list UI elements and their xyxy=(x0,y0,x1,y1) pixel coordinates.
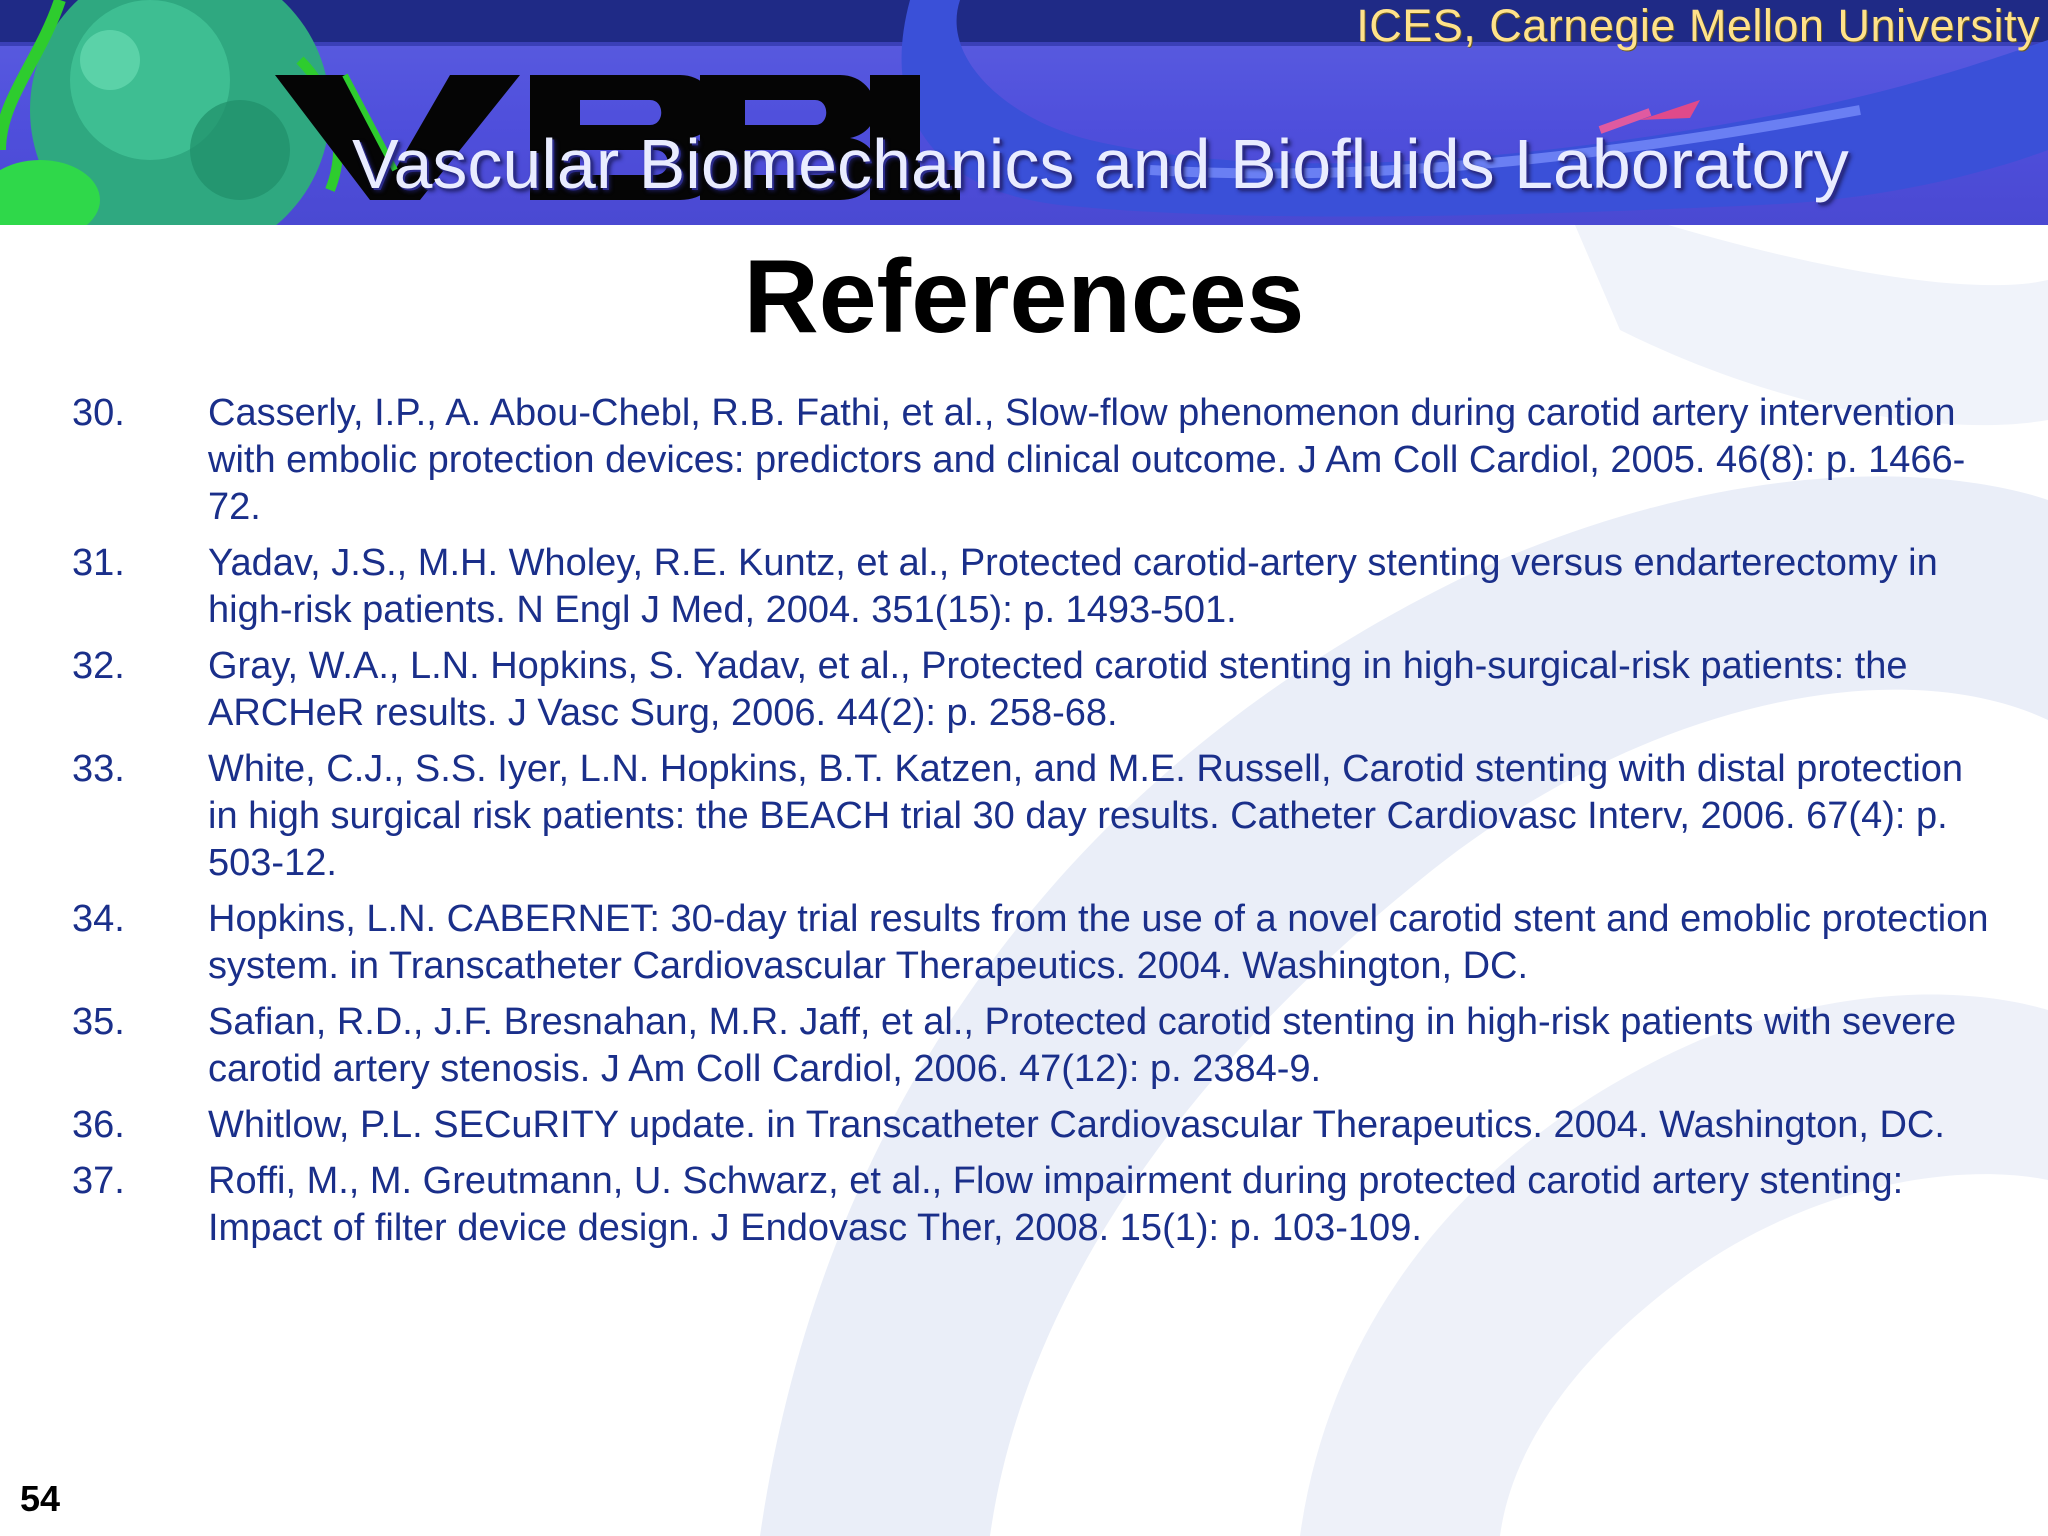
reference-number: 34. xyxy=(72,898,125,940)
reference-text: Whitlow, P.L. SECuRITY update. in Transcatheter Cardiovascular Therapeutics. 2004. Washington, DC. xyxy=(208,1104,1945,1146)
reference-item xyxy=(72,896,1992,990)
reference-list xyxy=(72,390,1992,1261)
reference-number: 30. xyxy=(72,392,125,434)
reference-number: 33. xyxy=(72,748,125,790)
reference-item xyxy=(72,746,1992,887)
reference-item xyxy=(72,390,1992,531)
reference-text: Casserly, I.P., A. Abou-Chebl, R.B. Fathi, et al., Slow-flow phenomenon during carotid artery intervention with embolic protection devices: predictors and clinical outcome. J Am Coll Cardiol, 2005. 46(8): p. 1466-72. xyxy=(208,392,1966,528)
reference-number: 32. xyxy=(72,645,125,687)
reference-number: 37. xyxy=(72,1160,125,1202)
reference-item xyxy=(72,1158,1992,1252)
reference-item xyxy=(72,1102,1992,1149)
reference-item xyxy=(72,643,1992,737)
lab-name: Vascular Biomechanics and Biofluids Laboratory xyxy=(352,125,1849,203)
reference-item xyxy=(72,999,1992,1093)
slide-title: References xyxy=(743,239,1305,355)
reference-number: 35. xyxy=(72,1001,125,1043)
page-number: 54 xyxy=(20,1478,61,1519)
reference-text: White, C.J., S.S. Iyer, L.N. Hopkins, B.T. Katzen, and M.E. Russell, Carotid stenting with distal protection in high surgical risk patients: the BEACH trial 30 day results. Catheter Cardiovasc Interv, 2006. 67(4): p. 503-12. xyxy=(208,748,1964,884)
header-banner xyxy=(0,0,2048,225)
reference-text: Safian, R.D., J.F. Bresnahan, M.R. Jaff, et al., Protected carotid stenting in high-risk patients with severe carotid artery stenosis. J Am Coll Cardiol, 2006. 47(12): p. 2384-9. xyxy=(208,1001,1957,1090)
reference-item xyxy=(72,540,1992,634)
reference-text: Gray, W.A., L.N. Hopkins, S. Yadav, et al., Protected carotid stenting in high-surgical-risk patients: the ARCHeR results. J Vasc Surg, 2006. 44(2): p. 258-68. xyxy=(208,645,1908,734)
reference-text: Yadav, J.S., M.H. Wholey, R.E. Kuntz, et al., Protected carotid-artery stenting versus endarterectomy in high-risk patients. N Engl J Med, 2004. 351(15): p. 1493-501. xyxy=(208,542,1938,631)
institution-label: ICES, Carnegie Mellon University xyxy=(1356,0,2040,51)
reference-number: 31. xyxy=(72,542,125,584)
reference-text: Roffi, M., M. Greutmann, U. Schwarz, et al., Flow impairment during protected carotid artery stenting: Impact of filter device design. J Endovasc Ther, 2008. 15(1): p. 103-109. xyxy=(208,1160,1904,1249)
reference-text: Hopkins, L.N. CABERNET: 30-day trial results from the use of a novel carotid stent and emoblic protection system. in Transcatheter Cardiovascular Therapeutics. 2004. Washington, DC. xyxy=(208,898,1989,987)
reference-number: 36. xyxy=(72,1104,125,1146)
